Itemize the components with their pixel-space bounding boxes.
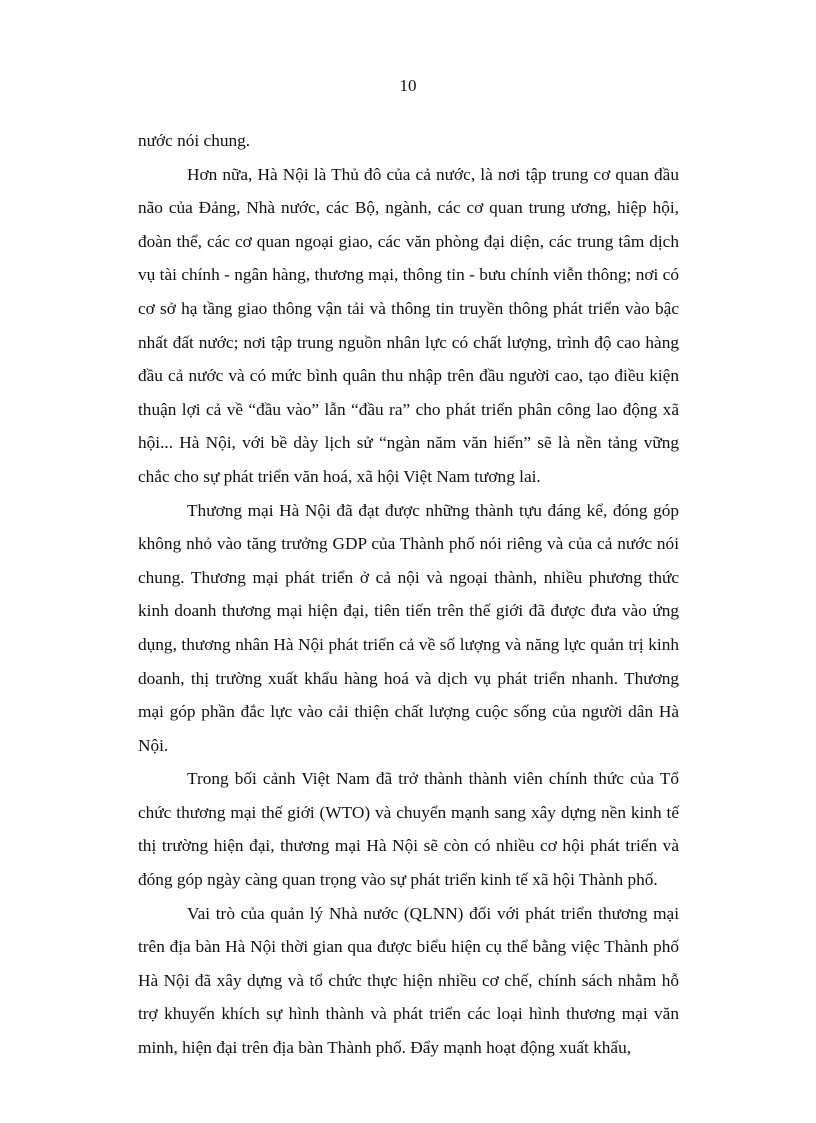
paragraph-continuation: nước nói chung. (138, 131, 251, 150)
paragraph-trade-achievements: Thương mại Hà Nội đã đạt được những thành tựu đáng kể, đóng góp không nhỏ vào tăng trưởng GDP của Thành phố nói riêng và của cả nước nói chung. Thương mại phát triển ở cả nội và ngoại thành, nhiều phương thức kinh doanh thương mại hiện đại, tiên tiến trên thế giới đã được đưa vào ứng dụng, thương nhân Hà Nội phát triển cả về số lượng và năng lực quản trị kinh doanh, thị trường xuất khẩu hàng hoá và dịch vụ phát triển nhanh. Thương mại góp phần đắc lực vào cải thiện chất lượng cuộc sống của người dân Hà Nội. (138, 500, 679, 755)
paragraph-hanoi-capital: Hơn nữa, Hà Nội là Thủ đô của cả nước, là nơi tập trung cơ quan đầu não của Đảng, Nhà nước, các Bộ, ngành, các cơ quan trung ương, hiệp hội, đoàn thể, các cơ quan ngoại giao, các văn phòng đại diện, các trung tâm dịch vụ tài chính - ngân hàng, thương mại, thông tin - bưu chính viễn thông; nơi có cơ sở hạ tầng giao thông vận tải và thông tin truyền thông phát triển vào bậc nhất đất nước; nơi tập trung nguồn nhân lực có chất lượng, trình độ cao hàng đầu cả nước và có mức bình quân thu nhập trên đầu người cao, tạo điều kiện thuận lợi cả về “đầu vào” lẫn “đầu ra” cho phát triển phân công lao động xã hội... Hà Nội, với bề dày lịch sử “ngàn năm văn hiến” sẽ là nền tảng vững chắc cho sự phát triển văn hoá, xã hội Việt Nam tương lai. (138, 164, 679, 486)
page-number: 10 (399, 76, 417, 95)
document-body (138, 124, 679, 1065)
paragraph-state-management: Vai trò của quản lý Nhà nước (QLNN) đối với phát triển thương mại trên địa bàn Hà Nội thời gian qua được biểu hiện cụ thể bằng việc Thành phố Hà Nội đã xây dựng và tổ chức thực hiện nhiều cơ chế, chính sách nhằm hỗ trợ khuyến khích sự hình thành và phát triển các loại hình thương mại văn minh, hiện đại trên địa bàn Thành phố. Đẩy mạnh hoạt động xuất khẩu, (138, 903, 679, 1058)
paragraph-wto-context: Trong bối cảnh Việt Nam đã trở thành thành viên chính thức của Tổ chức thương mại thế giới (WTO) và chuyển mạnh sang xây dựng nền kinh tế thị trường hiện đại, thương mại Hà Nội sẽ còn có nhiều cơ hội phát triển và đóng góp ngày càng quan trọng vào sự phát triển kinh tế xã hội Thành phố. (138, 769, 679, 890)
